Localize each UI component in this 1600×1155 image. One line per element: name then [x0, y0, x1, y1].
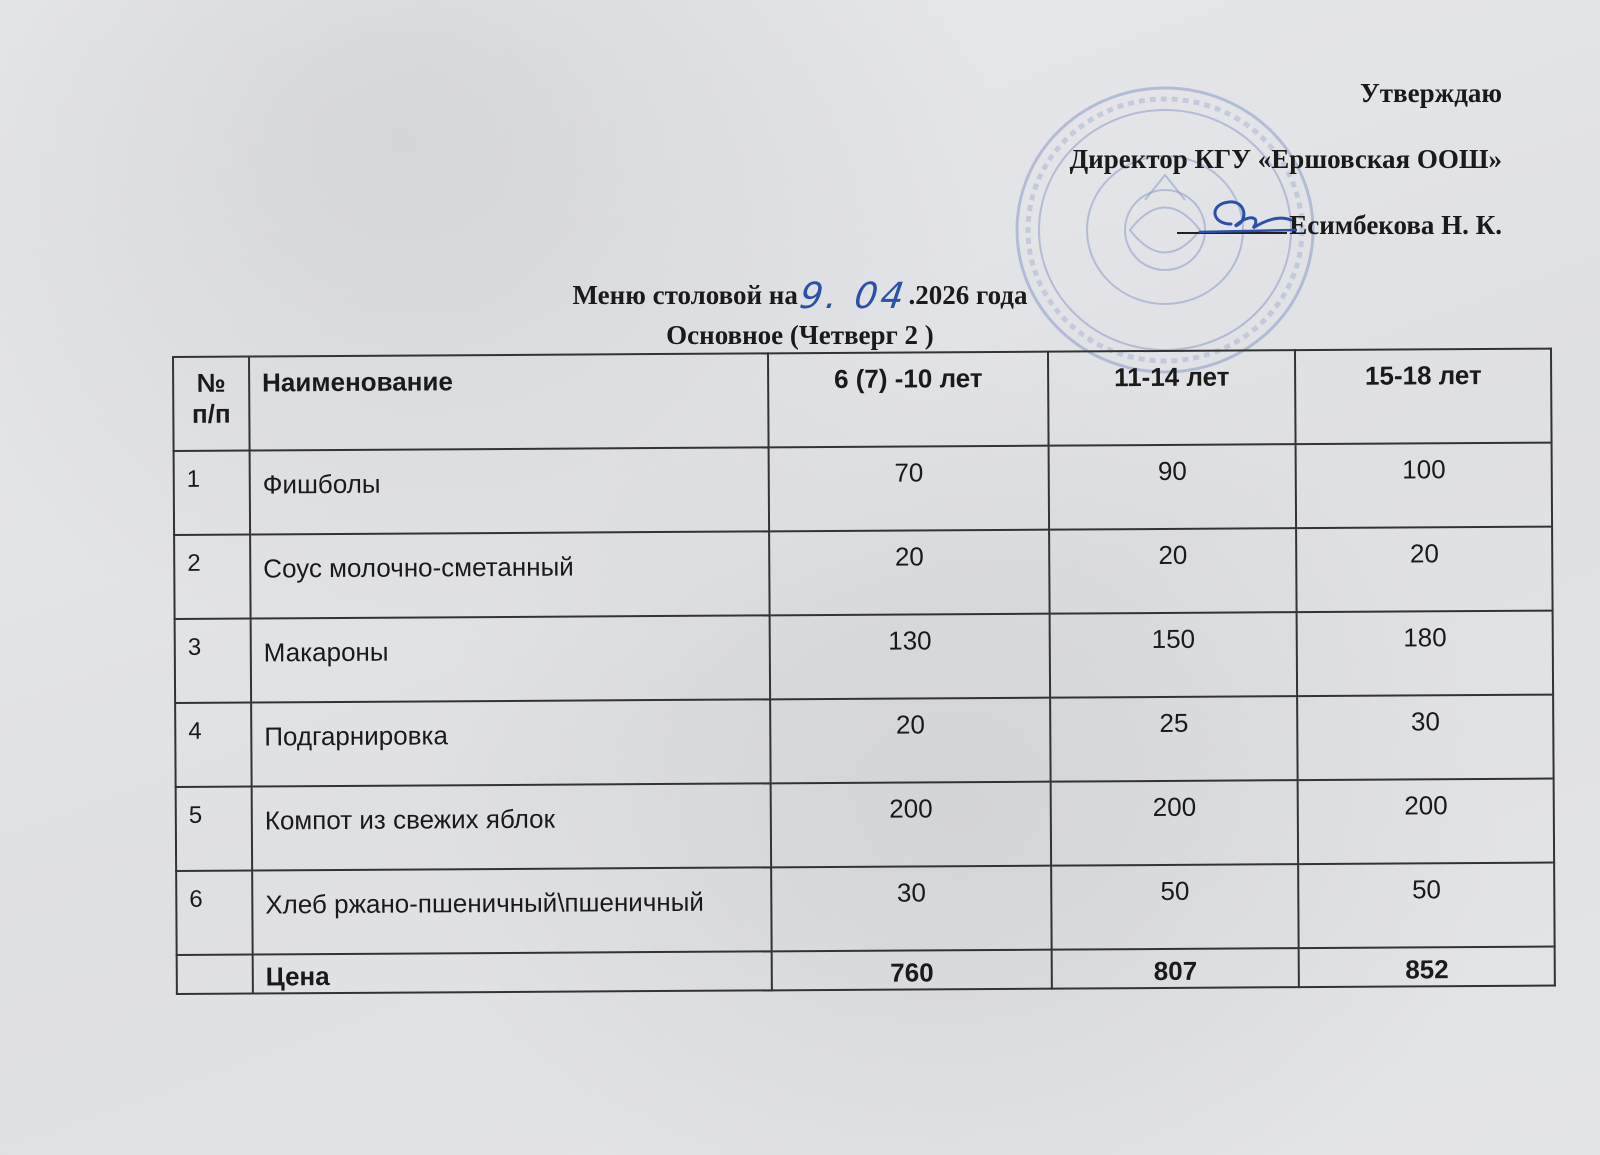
- row-value: 20: [1296, 527, 1552, 613]
- row-num: 3: [175, 619, 251, 703]
- row-value: 50: [1299, 863, 1555, 949]
- director-name: Есимбекова Н. К.: [1289, 210, 1502, 240]
- title-prefix: Меню столовой на: [572, 280, 798, 310]
- row-value: 200: [1050, 780, 1298, 866]
- row-value: 200: [771, 782, 1051, 868]
- table-row: [175, 695, 1553, 787]
- row-num: 2: [174, 535, 250, 619]
- row-value: 150: [1049, 612, 1297, 698]
- total-value: 852: [1299, 947, 1555, 988]
- title-suffix: .2026 года: [908, 280, 1028, 310]
- table-header-row: [173, 349, 1552, 451]
- table-row: [175, 611, 1553, 703]
- header-name: Наименование: [249, 353, 769, 450]
- table-row: [176, 863, 1554, 955]
- row-num: 5: [176, 787, 252, 871]
- total-value: 807: [1052, 948, 1300, 989]
- handwritten-signature-icon: [1191, 194, 1301, 242]
- row-num: 6: [176, 871, 252, 955]
- table-row: [174, 443, 1552, 535]
- row-num: 1: [174, 451, 250, 535]
- row-name: Соус молочно-сметанный: [250, 531, 770, 618]
- signature-underline: [1177, 210, 1287, 234]
- row-value: 100: [1296, 443, 1552, 529]
- header-age-6-10: 6 (7) -10 лет: [768, 352, 1048, 448]
- header-num: № п/п: [173, 357, 250, 451]
- row-value: 130: [770, 614, 1050, 700]
- row-name: Хлеб ржано-пшеничный\пшеничный: [252, 867, 772, 954]
- row-value: 20: [1049, 528, 1297, 614]
- approval-block: [1070, 60, 1502, 258]
- director-title: Директор КГУ «Ершовская ООШ»: [1069, 144, 1502, 174]
- row-value: 50: [1051, 864, 1299, 950]
- row-value: 30: [772, 866, 1052, 952]
- row-value: 180: [1297, 611, 1553, 697]
- row-name: Макароны: [251, 615, 771, 702]
- row-value: 200: [1298, 779, 1554, 865]
- table-row: [176, 779, 1554, 871]
- row-value: 70: [769, 446, 1049, 532]
- total-row: [177, 947, 1555, 994]
- approve-label: Утверждаю: [1359, 78, 1502, 108]
- row-value: 30: [1298, 695, 1554, 781]
- signature-line: [1070, 192, 1502, 258]
- row-num: 4: [175, 703, 251, 787]
- handwritten-date: 9. 04: [796, 276, 910, 317]
- total-value: 760: [772, 950, 1052, 991]
- page-title: [0, 276, 1600, 317]
- row-name: Компот из свежих яблок: [252, 783, 772, 870]
- table-row: [174, 527, 1552, 619]
- menu-table: [172, 348, 1556, 995]
- header-age-15-18: 15-18 лет: [1295, 349, 1551, 445]
- row-name: Фишболы: [250, 447, 770, 534]
- row-name: Подгарнировка: [251, 699, 771, 786]
- row-value: 20: [769, 530, 1049, 616]
- total-label: Цена: [253, 951, 773, 993]
- total-num: [177, 955, 253, 994]
- header-age-11-14: 11-14 лет: [1048, 350, 1296, 446]
- row-value: 20: [771, 698, 1051, 784]
- row-value: 25: [1050, 696, 1298, 782]
- page-subtitle: Основное (Четверг 2 ): [666, 320, 934, 350]
- row-value: 90: [1048, 444, 1296, 530]
